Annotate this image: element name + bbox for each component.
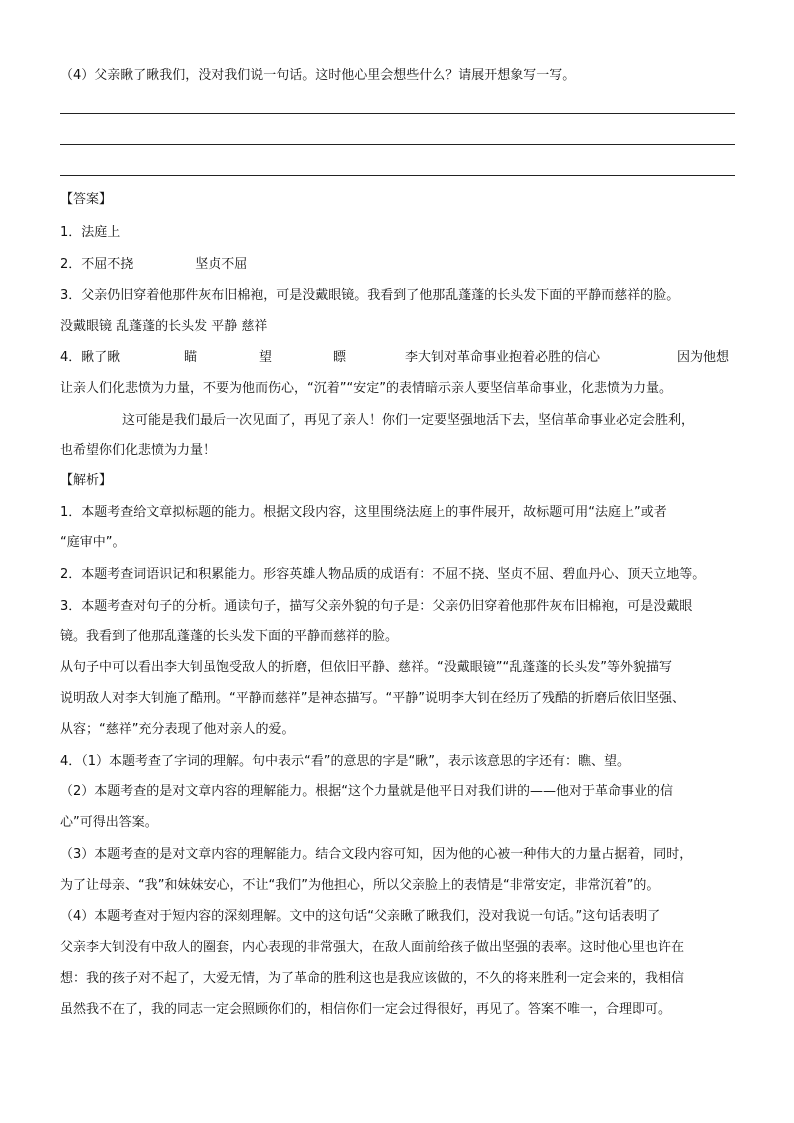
answer-4-word-5: 李大钊对革命事业抱着必胜的信心 bbox=[405, 350, 601, 365]
answer-header: 【答案】 bbox=[60, 192, 113, 207]
answer-3-line-2: 没戴眼镜 乱蓬蓬的长头发 平静 慈祥 bbox=[60, 319, 268, 334]
answer-4-word-3: 望 bbox=[259, 350, 273, 365]
answer-2 bbox=[60, 256, 247, 274]
analysis-4-line-1: 4．（1）本题考查了字词的理解。句中表示“看”的意思的字是“瞅”，表示该意思的字还有：瞧、望。 bbox=[60, 754, 630, 769]
answer-4-word-2: 瞄 bbox=[184, 350, 198, 365]
answer-4-word-1: 4．瞅了瞅 bbox=[60, 350, 121, 365]
answer-4-line-2: 让亲人们化悲愤为力量，不要为他而伤心，“沉着”“安定”的表情暗示亲人要坚信革命事业，化悲愤为力量。 bbox=[60, 381, 672, 396]
answer-line-1 bbox=[60, 113, 735, 114]
answer-4-line-3: 这可能是我们最后一次见面了，再见了亲人！你们一定要坚强地活下去，坚信革命事业必定会胜利， bbox=[122, 413, 695, 428]
analysis-4-line-7: 父亲李大钊没有中敌人的圈套，内心表现的非常强大，在敌人面前给孩子做出坚强的表率。这时他心里也许在 bbox=[60, 940, 685, 955]
analysis-4-line-2: （2）本题考查的是对文章内容的理解能力。根据“这个力量就是他平日对我们讲的——他对于革命事业的信 bbox=[60, 784, 674, 799]
analysis-4-line-6: （4）本题考查对于短内容的深刻理解。文中的这句话“父亲瞅了瞅我们，没对我说一句话。”这句话表明了 bbox=[60, 909, 661, 924]
analysis-2: 2．本题考查词语识记和积累能力。形容英雄人物品质的成语有：不屈不挠、坚贞不屈、碧血丹心、顶天立地等。 bbox=[60, 567, 706, 582]
answer-4-word-4: 瞟 bbox=[333, 350, 347, 365]
analysis-3-line-3: 从句子中可以看出李大钊虽饱受敌人的折磨，但依旧平静、慈祥。“没戴眼镜”“乱蓬蓬的长头发”等外貌描写 bbox=[60, 660, 672, 675]
question-4: （4）父亲瞅了瞅我们，没对我们说一句话。这时他心里会想些什么？请展开想象写一写。 bbox=[60, 68, 576, 83]
analysis-4-line-4: （3）本题考查的是对文章内容的理解能力。结合文段内容可知，因为他的心被一种伟大的力量占据着，同时， bbox=[60, 847, 693, 862]
analysis-3-line-4: 说明敌人对李大钊施了酷刑。“平静而慈祥”是神态描写。“平静”说明李大钊在经历了残酷的折磨后依旧坚强、 bbox=[60, 691, 685, 706]
analysis-1-line-2: “庭审中”。 bbox=[60, 535, 126, 550]
answer-4-line-4: 也希望你们化悲愤为力量！ bbox=[60, 443, 217, 458]
answer-line-3 bbox=[60, 175, 735, 176]
analysis-4-line-8: 想：我的孩子对不起了，大爱无情，为了革命的胜利这也是我应该做的，不久的将来胜利一定会来的，我相信 bbox=[60, 971, 685, 986]
answer-1: 1．法庭上 bbox=[60, 225, 121, 240]
analysis-header: 【解析】 bbox=[60, 473, 113, 488]
analysis-4-line-9: 虽然我不在了，我的同志一定会照顾你们的，相信你们一定会过得很好，再见了。答案不唯一，合理即可。 bbox=[60, 1002, 672, 1017]
answer-2-part-2: 坚贞不屈 bbox=[195, 257, 248, 272]
answer-3-line-1: 3．父亲仍旧穿着他那件灰布旧棉袍，可是没戴眼镜。我看到了他那乱蓬蓬的长头发下面的平静而慈祥的脸。 bbox=[60, 288, 680, 303]
answer-4-word-6: 因为他想 bbox=[677, 350, 730, 365]
analysis-1-line-1: 1．本题考查给文章拟标题的能力。根据文段内容，这里围绕法庭上的事件展开，故标题可用“法庭上”或者 bbox=[60, 505, 667, 520]
analysis-3-line-2: 镜。我看到了他那乱蓬蓬的长头发下面的平静而慈祥的脸。 bbox=[60, 629, 399, 644]
analysis-3-line-5: 从容；“慈祥”充分表现了他对亲人的爱。 bbox=[60, 722, 295, 737]
analysis-3-line-1: 3．本题考查对句子的分析。通读句子，描写父亲外貌的句子是：父亲仍旧穿着他那件灰布旧棉袍，可是没戴眼 bbox=[60, 599, 693, 614]
answer-2-part-1: 2．不屈不挠 bbox=[60, 257, 134, 272]
analysis-4-line-5: 为了让母亲、“我”和妹妹安心，不让“我们”为他担心，所以父亲脸上的表情是“非常安定，非常沉着”的。 bbox=[60, 878, 660, 893]
answer-line-2 bbox=[60, 144, 735, 145]
analysis-4-line-3: 心”可得出答案。 bbox=[60, 815, 158, 830]
